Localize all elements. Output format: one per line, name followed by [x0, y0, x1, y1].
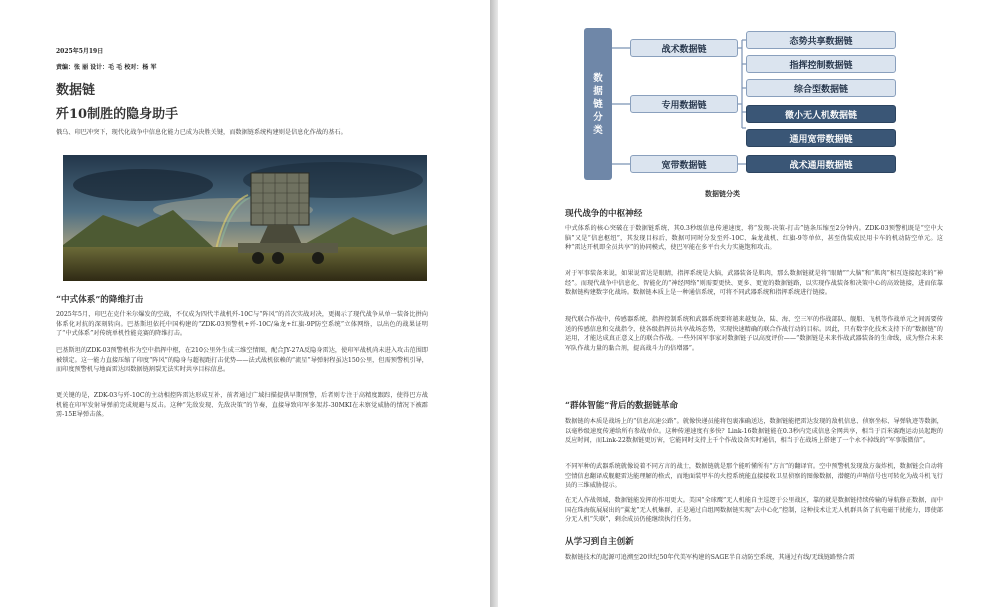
body-paragraph: 2025年5月，印巴在克什米尔爆发的空战，不仅成为四代半战机歼-10C与“阵风”的首次实战对决，更揭示了现代战争从单一装备比拼向体系化对抗的深刻转向。巴基斯坦依托中国构建的“ZDK-03预警机+歼-10C/枭龙+红旗-9P防空系统”立体网络，以出色的战果证明了“中式体系”对传统单机性能竞赛的降维打击。 [56, 311, 428, 337]
radar-photo [63, 155, 427, 281]
diagram-node-broadband: 宽带数据链 [630, 155, 738, 173]
section-heading-swarm: “群体智能”背后的数据链革命 [565, 401, 679, 411]
diagram-leaf: 综合型数据链 [746, 79, 896, 97]
body-paragraph: 数据链技术的起源可追溯至20世纪50年代美军构建的SAGE半自动防空系统，其通过有线/无线链路整合雷 [565, 554, 855, 561]
diagram-leaf: 微小无人机数据链 [746, 105, 896, 123]
body-paragraph: 数据链的本质是战场上的“信息高速公路”。就像快递员能将包裹准确送达，数据链能把雷达发现的敌机信息、侦察坐标、导弹轨迹等数据，以毫秒级速度传递给所有参战单位。这种传递速度有多快？Link-16数据链能在0.3秒内完成信息全网共享，相当于百米赛跑运动员起跑的反应时间，而Link-22数据链更厉害，它能同时支持上千个作战设备实时通信，相当于在战场上搭建了一个永不掉线的“军事版微信”。 [565, 418, 943, 444]
page-title: 数据链 [56, 83, 96, 98]
diagram-leaf: 指挥控制数据链 [746, 55, 896, 73]
section-heading-system-strike: “中式体系”的降维打击 [56, 295, 144, 305]
page-gutter [490, 0, 498, 607]
body-paragraph: 对于军事装备来说，如果说雷达是眼睛，指挥系统是大脑，武器装备是肌肉，那么数据链就是将“眼睛”“大脑”和“肌肉”相互连接起来的“神经”。而现代战争中信息化、智能化的“神经网络”则需要更快、更多、更宽的数据链路，以实现作战装备和决策中心的高效链接，进而依靠数据链构建数字化战场。数据链本质上是一种通信系统，可将不同武器系统和指挥系统进行链接。 [565, 270, 943, 296]
classification-diagram [584, 24, 934, 184]
radar-illustration [63, 155, 427, 281]
body-paragraph: 巴基斯坦的ZDK-03预警机作为空中指挥中枢，在210公里外生成三维空情图，配合JY-27A反隐身雷达，使印军战机尚未进入攻击范围即被锁定。这一能力直接压缩了印度“阵风”的隐身与超视距打击优势——法式战机依赖的“流星”导弹射程虽达150公里，但需预警机引导，而印度预警机与地面雷达因数据链割裂无法实时共享目标信息。 [56, 347, 428, 373]
left-page [0, 0, 490, 607]
page-subtitle: 歼10制胜的隐身助手 [56, 107, 179, 122]
body-paragraph: 现代联合作战中，传感器系统、指挥控制系统和武器系统要将越来越复杂，陆、海、空三军的作战部队、舰船、飞机等作战单元之间需要传送的传感信息和交战指令，使各级指挥员共享战场态势，实现快速精确的联合作战行动的目标。因此，只有数字化技术支持下的“数据链”的运用，才能达成真正意义上的联合作战。一些外国军事家对数据链子以高度评价——“数据链是未来作战武器装备的生命线，成为整合未来军队作战力量的黏合剂，提高战斗力的倍增器”。 [565, 316, 943, 352]
diagram-node-tactical: 战术数据链 [630, 39, 738, 57]
body-paragraph: 不同军种的武器系统就像说着不同方言的战士，数据链就是那个能听懂所有“方言”的翻译官。空中预警机发现敌方轰炸机，数据链会自动将空情信息翻译成舰艇雷达能理解的格式，而地面装甲车的火控系统能直接接收卫星侦察的图像数据，潜艇的声呐信号也可转化为战斗机飞行员的三维威胁提示。 [565, 463, 943, 489]
body-paragraph: 在无人作战领域，数据链能发挥的作用更大。美国“全球鹰”无人机能自主巡逻于公里战区，靠的就是数据链持续传输的导航修正数据，而中国在珠海航展展出的“翼龙”无人机集群，正是通过自组网数据链实现“去中心化”控制，这种技术让无人机群具备了抗电磁干扰能力，即使部分无人机“失联”，剩余成员仍能继续执行任务。 [565, 497, 943, 523]
diagram-leaf: 通用宽带数据链 [746, 129, 896, 147]
section-heading-central-nerve: 现代战争的中枢神经 [565, 209, 643, 219]
body-paragraph: 更关键的是，ZDK-03与歼-10C的主动相控阵雷达形成互补，前者通过广域扫描提供早期预警，后者则专注于高精度跟踪，使得巴方战机能在印军发射导弹前完成规避与反击。这种“先敌发现、先敌决策”的节奏，直接导致印军多架苏-30MKI在未察觉威胁的情况下被霹雳-15E导弹击落。 [56, 392, 428, 418]
credits-line: 责编：张 丽 设计：毛 毛 校对：杨 军 [56, 64, 157, 71]
diagram-root-node: 数 据 链 分 类 [584, 28, 612, 180]
body-paragraph: 中式体系的核心突破在于数据链系统，其0.3秒级信息传递速度，将“发现-决策-打击”链条压缩至2分钟内。ZDK-03预警机既是“空中大脑”又是“信息枢纽”，其发现目标后，数据可同时分发至歼-10C、枭龙战机、红旗-9等单位，甚至伪装成民用卡车的机动防空单元。这种“雷达开机即全员共享”的协同模式，使巴军能在多平台火力实施饱和攻击。 [565, 225, 943, 251]
diagram-node-special: 专用数据链 [630, 95, 738, 113]
diagram-caption: 数据链分类 [705, 189, 740, 198]
issue-date: 2025年5月19日 [56, 48, 104, 55]
diagram-leaf: 战术通用数据链 [746, 155, 896, 173]
intro-paragraph: 俄乌、印巴冲突下，现代化战争中信息化能力已成为决胜关键，而数据链系统构建则是信息化作战的基石。 [56, 129, 347, 136]
section-heading-innovation: 从学习到自主创新 [565, 537, 634, 547]
diagram-leaf: 态势共享数据链 [746, 31, 896, 49]
